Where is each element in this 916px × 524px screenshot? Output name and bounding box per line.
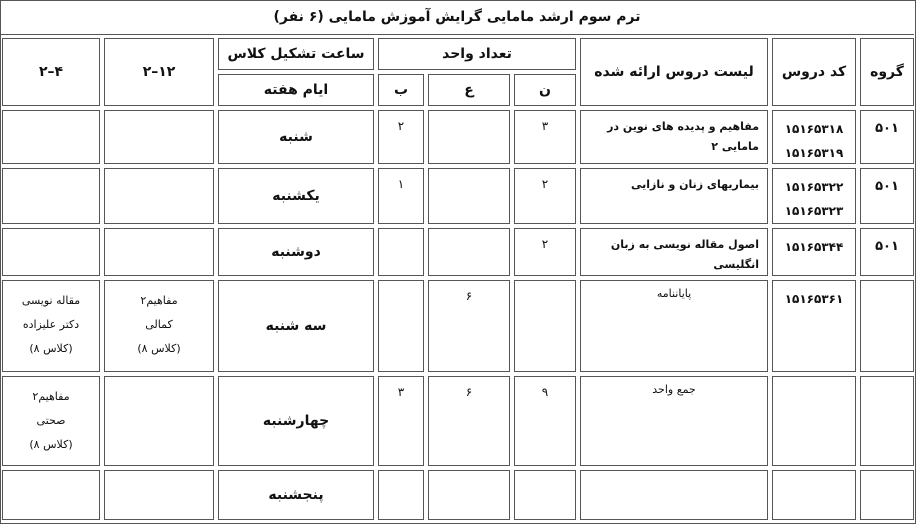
group-cell: ۵۰۱ <box>860 110 914 164</box>
unit-a-cell: ۶ <box>428 280 510 372</box>
course-code: ۱۵۱۶۵۳۴۴ <box>784 240 844 254</box>
slot1-cell <box>104 470 214 520</box>
class-note-line: (کلاس ۸) <box>29 438 73 451</box>
slot2-cell <box>2 376 100 466</box>
unit-b-cell: ۱ <box>378 168 424 224</box>
unit-b-cell: ۲ <box>378 110 424 164</box>
course-code: ۱۵۱۶۵۳۲۲ <box>784 180 844 194</box>
slot1-cell <box>104 280 214 372</box>
course-name-cell <box>580 470 768 520</box>
group-cell <box>860 376 914 466</box>
weekday-cell: چهارشنبه <box>218 376 374 466</box>
course-code: ۱۵۱۶۵۳۶۱ <box>784 292 844 306</box>
header-slot-1: ۱۲–۲ <box>104 38 214 106</box>
class-note-line: (کلاس ۸) <box>29 342 73 355</box>
group-cell <box>860 470 914 520</box>
unit-n-cell <box>514 280 576 372</box>
unit-a-cell <box>428 110 510 164</box>
group-cell <box>860 280 914 372</box>
unit-n-cell: ۲ <box>514 228 576 276</box>
slot2-cell <box>2 110 100 164</box>
weekday-cell: سه شنبه <box>218 280 374 372</box>
class-note-line: کمالی <box>145 318 173 331</box>
slot1-cell <box>104 228 214 276</box>
course-code-cell <box>772 228 856 276</box>
header-unit-b: ب <box>378 74 424 106</box>
header-slot-2: ۴–۲ <box>2 38 100 106</box>
course-name-cell: جمع واحد <box>580 376 768 466</box>
course-name-cell: پایاننامه <box>580 280 768 372</box>
slot2-cell <box>2 470 100 520</box>
unit-n-cell: ۳ <box>514 110 576 164</box>
slot1-cell <box>104 110 214 164</box>
course-code-cell <box>772 376 856 466</box>
class-note-line: (کلاس ۸) <box>137 342 181 355</box>
weekday-cell: یکشنبه <box>218 168 374 224</box>
unit-b-cell: ۳ <box>378 376 424 466</box>
course-code: ۱۵۱۶۵۳۲۳ <box>784 204 844 218</box>
weekday-cell: شنبه <box>218 110 374 164</box>
unit-a-cell <box>428 228 510 276</box>
unit-a-cell <box>428 168 510 224</box>
unit-a-cell: ۶ <box>428 376 510 466</box>
slot1-cell <box>104 168 214 224</box>
slot2-cell <box>2 228 100 276</box>
unit-n-cell <box>514 470 576 520</box>
course-name-cell: مفاهیم و پدیده های نوین در مامایی ۲ <box>580 110 768 164</box>
header-courses: لیست دروس ارائه شده <box>580 38 768 106</box>
slot1-cell <box>104 376 214 466</box>
header-unit-n: ن <box>514 74 576 106</box>
header-units: تعداد واحد <box>378 38 576 70</box>
slot2-cell <box>2 280 100 372</box>
unit-n-cell: ۲ <box>514 168 576 224</box>
weekday-cell: پنجشنبه <box>218 470 374 520</box>
course-code-cell <box>772 470 856 520</box>
course-code-cell <box>772 168 856 224</box>
group-cell: ۵۰۱ <box>860 228 914 276</box>
unit-b-cell <box>378 228 424 276</box>
header-code: کد دروس <box>772 38 856 106</box>
unit-n-cell: ۹ <box>514 376 576 466</box>
unit-a-cell <box>428 470 510 520</box>
course-code-cell <box>772 110 856 164</box>
header-weekday: ایام هفته <box>218 74 374 106</box>
header-class-time: ساعت تشکیل کلاس <box>218 38 374 70</box>
class-note-line: مفاهیم۲ <box>32 390 70 403</box>
course-code: ۱۵۱۶۵۳۱۸ <box>784 122 844 136</box>
class-note-line: مفاهیم۲ <box>140 294 178 307</box>
course-name-cell: بیماریهای زنان و نازایی <box>580 168 768 224</box>
course-code: ۱۵۱۶۵۳۱۹ <box>784 146 844 160</box>
unit-b-cell <box>378 470 424 520</box>
header-unit-a: ع <box>428 74 510 106</box>
header-group: گروه <box>860 38 914 106</box>
course-name-cell: اصول مقاله نویسی به زبان انگلیسی <box>580 228 768 276</box>
course-code-cell <box>772 280 856 372</box>
page-title: ترم سوم ارشد مامایی گرایش آموزش مامایی (۶ نفر) <box>0 0 914 35</box>
group-cell: ۵۰۱ <box>860 168 914 224</box>
class-note-line: دکتر علیزاده <box>22 318 80 331</box>
unit-b-cell <box>378 280 424 372</box>
class-note-line: صحتی <box>36 414 66 427</box>
class-note-line: مقاله نویسی <box>21 294 81 307</box>
weekday-cell: دوشنبه <box>218 228 374 276</box>
slot2-cell <box>2 168 100 224</box>
